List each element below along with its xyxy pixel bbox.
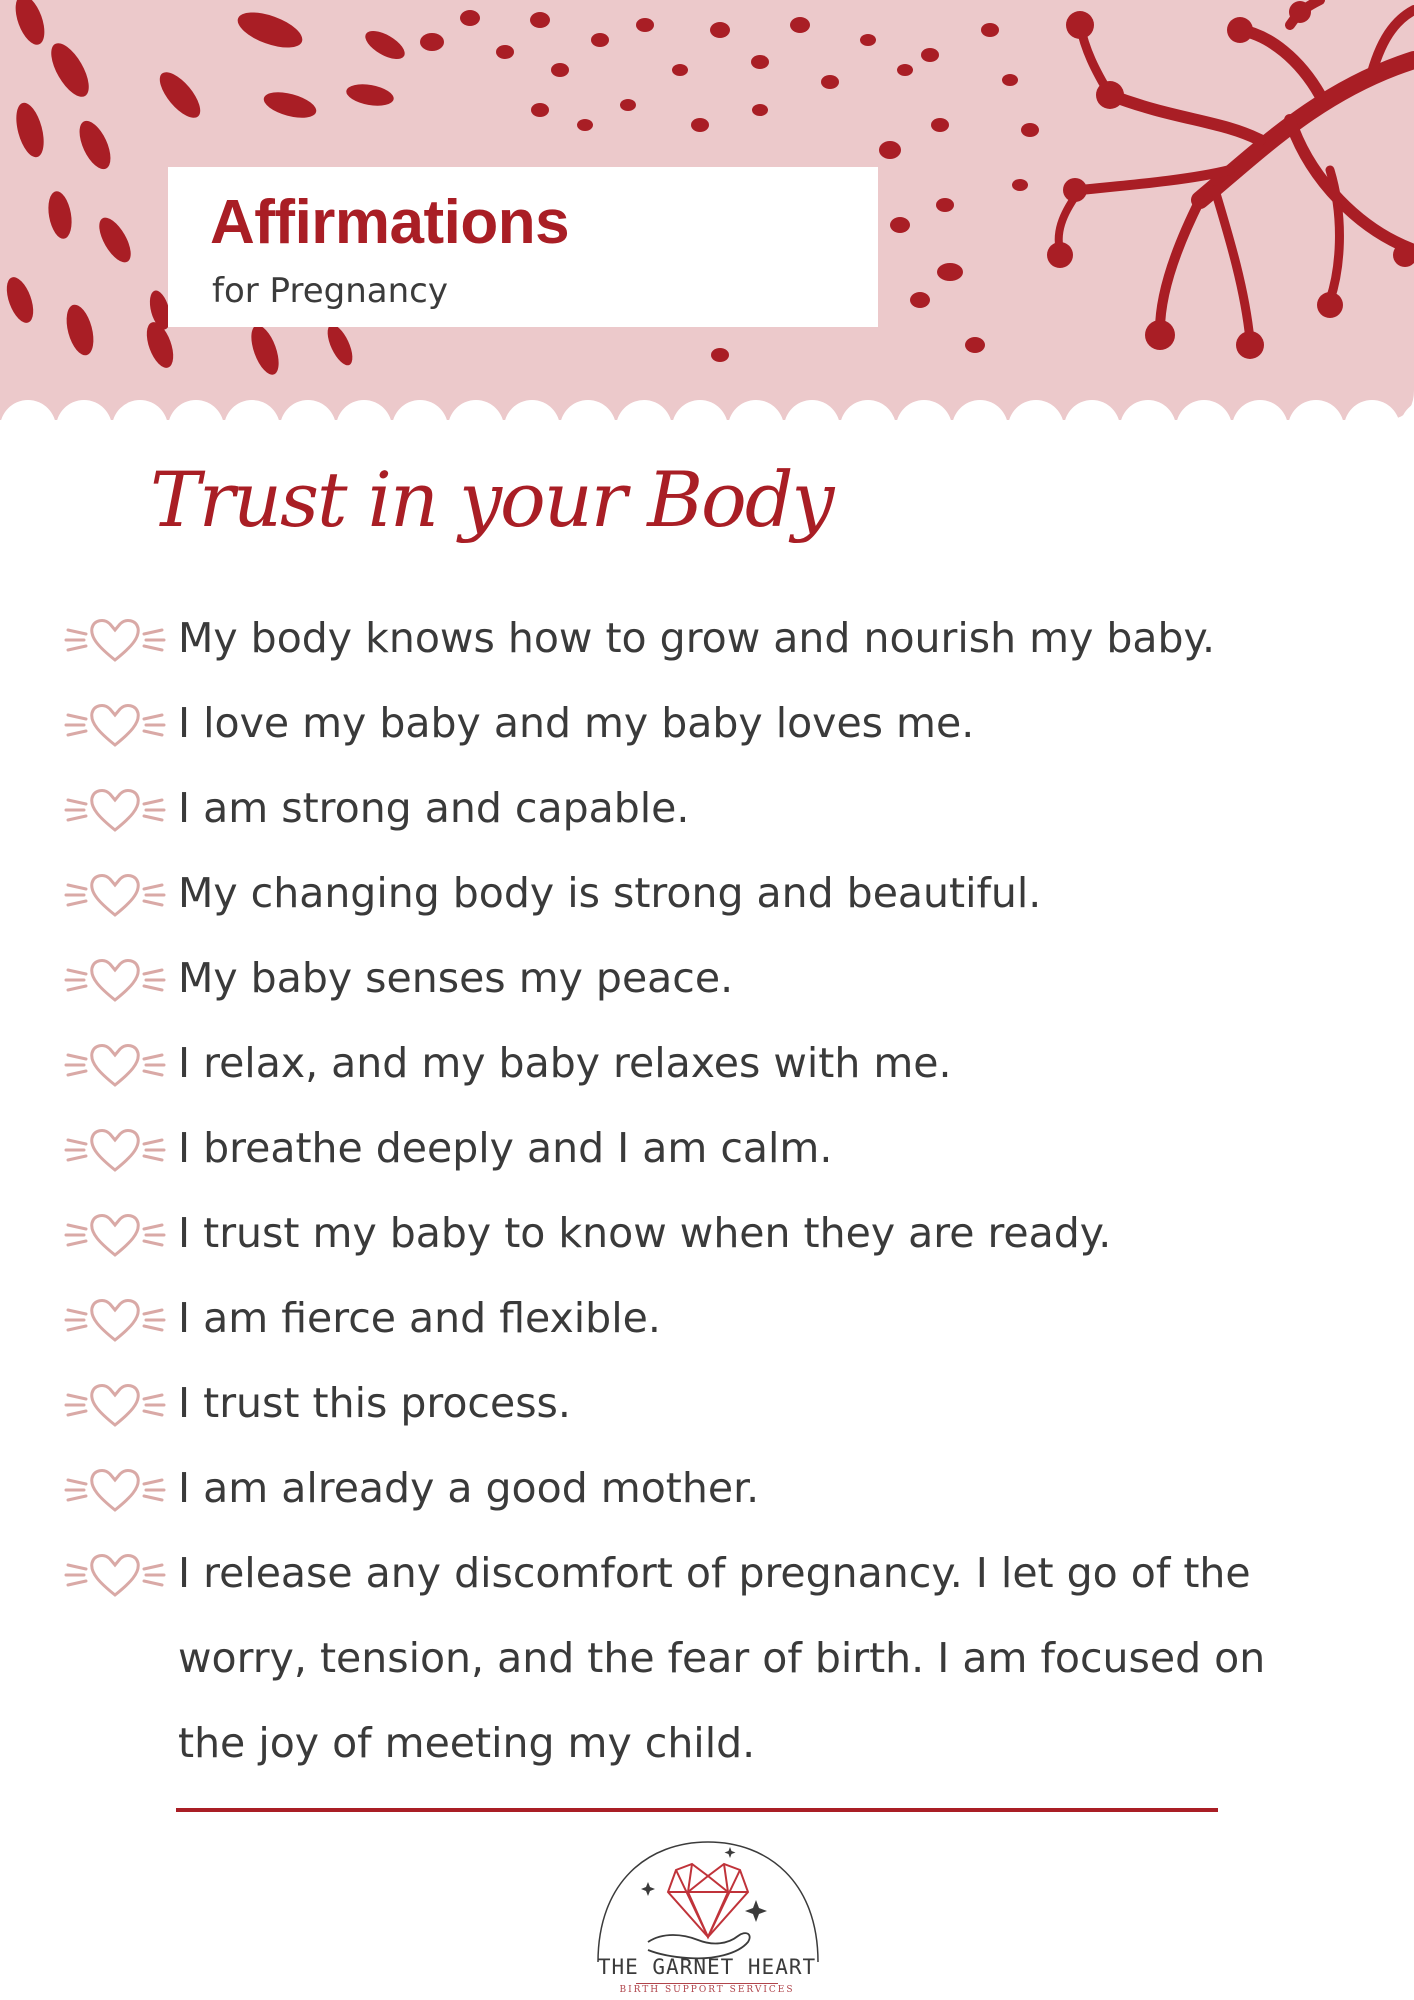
affirmation-text: I breathe deeply and I am calm. bbox=[178, 1124, 833, 1172]
heart-bullet-icon bbox=[60, 1458, 170, 1518]
affirmation-text: I relax, and my baby relaxes with me. bbox=[178, 1039, 952, 1087]
heart-bullet-icon bbox=[60, 693, 170, 753]
heart-bullet-icon bbox=[60, 863, 170, 923]
affirmation-text: I am already a good mother. bbox=[178, 1464, 760, 1512]
affirmation-text: I am fierce and flexible. bbox=[178, 1294, 661, 1342]
heart-bullet-icon bbox=[60, 1033, 170, 1093]
heart-bullet-icon bbox=[60, 1373, 170, 1433]
heart-bullet-icon bbox=[60, 1118, 170, 1178]
heart-bullet-icon bbox=[60, 1203, 170, 1263]
affirmation-text: My body knows how to grow and nourish my baby. bbox=[178, 614, 1216, 662]
title-card bbox=[168, 167, 878, 327]
affirmation-text: I love my baby and my baby loves me. bbox=[178, 699, 975, 747]
affirmation-text: My changing body is strong and beautiful. bbox=[178, 869, 1042, 917]
divider bbox=[176, 1808, 1218, 1812]
affirmation-text: I release any discomfort of pregnancy. I let go of the worry, tension, and the fear of birth. I am focused on the joy of meeting my child. bbox=[178, 1549, 1266, 1767]
logo-rule bbox=[636, 1983, 778, 1984]
affirmation-text: I trust my baby to know when they are ready. bbox=[178, 1209, 1112, 1257]
page-title: Affirmations bbox=[210, 188, 570, 257]
heart-bullet-icon bbox=[60, 608, 170, 668]
affirmation-text: My baby senses my peace. bbox=[178, 954, 734, 1002]
section-heading: Trust in your Body bbox=[150, 455, 833, 544]
logo-name: THE GARNET HEART bbox=[597, 1955, 817, 1979]
affirmation-text: I am strong and capable. bbox=[178, 784, 690, 832]
heart-bullet-icon bbox=[60, 1288, 170, 1348]
logo-tagline: BIRTH SUPPORT SERVICES bbox=[619, 1985, 795, 1995]
heart-bullet-icon bbox=[60, 778, 170, 838]
affirmation-text: I trust this process. bbox=[178, 1379, 571, 1427]
page-subtitle: for Pregnancy bbox=[212, 271, 448, 311]
heart-bullet-icon bbox=[60, 1543, 170, 1603]
heart-bullet-icon bbox=[60, 948, 170, 1008]
garnet-heart-logo-icon bbox=[588, 1822, 828, 1972]
